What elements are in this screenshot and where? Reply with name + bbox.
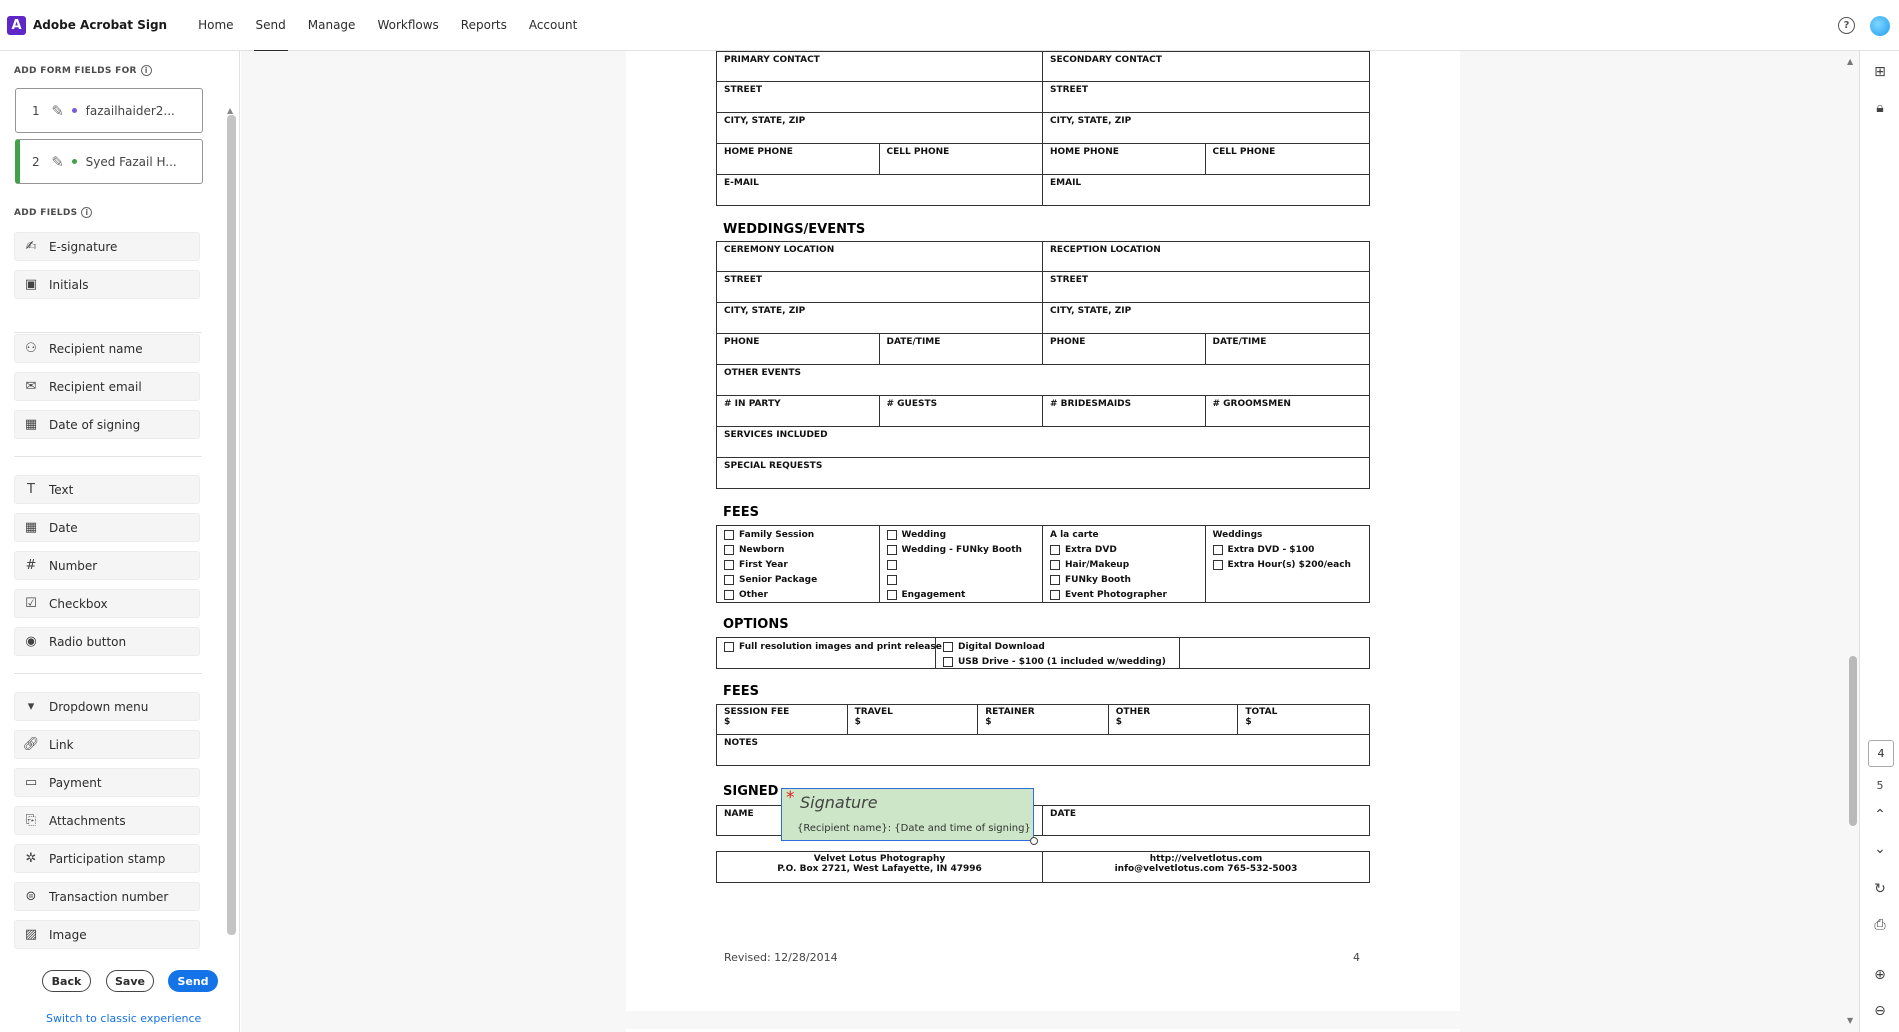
field-label: Payment: [49, 775, 102, 790]
checkbox-option[interactable]: Engagement: [887, 587, 1036, 602]
nav-home[interactable]: Home: [198, 18, 234, 32]
fees-column: [880, 526, 1044, 602]
fees-amounts-table: [716, 704, 1370, 735]
field-initials[interactable]: [14, 270, 200, 299]
signature-label: Signature: [800, 793, 878, 812]
field-label: Transaction number: [49, 889, 169, 904]
field-radio-button[interactable]: [14, 627, 200, 656]
fees-column: [717, 526, 880, 602]
document-page: [626, 51, 1460, 1011]
signer-pen-icon: ✎: [51, 101, 64, 120]
form-label: DATE: [1050, 809, 1077, 819]
footer-box: [716, 851, 1370, 883]
recipient-name: Syed Fazail H...: [85, 154, 177, 169]
hash-icon: #: [25, 558, 37, 573]
form-label: NOTES: [724, 738, 758, 748]
field-date[interactable]: [14, 513, 200, 542]
text-field-icon: T: [27, 482, 35, 497]
form-row: [716, 175, 1370, 206]
form-label: # IN PARTY: [717, 396, 880, 426]
field-recipient-email[interactable]: [14, 372, 200, 401]
checkbox-option[interactable]: FUNky Booth: [1050, 572, 1198, 587]
field-dropdown-menu[interactable]: [14, 692, 200, 721]
current-page-input[interactable]: 4: [1868, 740, 1894, 767]
field-attachments[interactable]: [14, 806, 200, 835]
field-text[interactable]: [14, 475, 200, 504]
image-icon: ▨: [24, 927, 38, 942]
checkbox-option[interactable]: Newborn: [724, 542, 872, 557]
nav-account[interactable]: Account: [528, 18, 578, 32]
section-heading: FEES: [723, 505, 760, 520]
total-pages: 5: [1876, 779, 1884, 792]
brand[interactable]: [7, 16, 167, 35]
checkbox-option[interactable]: Family Session: [724, 527, 872, 542]
field-label: Date of signing: [49, 417, 141, 432]
recipient-number: 2: [32, 154, 40, 169]
checkbox-option[interactable]: Digital Download: [943, 639, 1172, 654]
brand-name: Adobe Acrobat Sign: [33, 18, 168, 32]
field-label: Checkbox: [49, 596, 108, 611]
form-row: [716, 51, 1370, 82]
fee-cell: SESSION FEE $: [717, 705, 848, 734]
nav-workflows[interactable]: Workflows: [377, 18, 439, 32]
form-label: PRIMARY CONTACT: [717, 52, 1043, 81]
form-row: [716, 113, 1370, 144]
scroll-down-icon[interactable]: ▼: [1847, 1016, 1854, 1025]
section-heading: SIGNED: [723, 784, 779, 799]
form-label: SPECIAL REQUESTS: [724, 461, 823, 471]
checkbox-option[interactable]: Other: [724, 587, 872, 602]
field-image[interactable]: [14, 920, 200, 949]
fees-column: [1043, 526, 1206, 602]
field-label: Participation stamp: [49, 851, 166, 866]
save-button[interactable]: Save: [106, 970, 154, 992]
separator: [14, 332, 202, 333]
form-row: [716, 82, 1370, 113]
field-participation-stamp[interactable]: [14, 844, 200, 873]
required-mark: *: [786, 788, 795, 808]
field-label: Attachments: [49, 813, 126, 828]
checkbox-option[interactable]: Wedding - FUNky Booth: [887, 542, 1036, 557]
form-label: CELL PHONE: [1212, 147, 1276, 157]
refresh-icon[interactable]: ↻: [1874, 881, 1886, 897]
form-label: HOME PHONE: [1043, 144, 1206, 174]
acrobat-logo-icon: A: [7, 16, 26, 35]
form-label: STREET: [717, 82, 1043, 112]
checkbox-icon: ☑: [25, 596, 37, 611]
field-number[interactable]: [14, 551, 200, 580]
fields-title-text: ADD FIELDS: [14, 207, 78, 218]
form-row: [716, 427, 1370, 458]
checkbox-option[interactable]: [887, 572, 1036, 587]
field-label: Image: [49, 927, 87, 942]
form-label: HOME PHONE: [717, 144, 880, 174]
recipients-title-text: ADD FORM FIELDS FOR: [14, 65, 137, 76]
form-label: STREET: [1050, 275, 1088, 285]
field-label: E-signature: [49, 239, 118, 254]
recipient-name: fazailhaider2...: [85, 103, 175, 118]
field-label: Date: [49, 520, 78, 535]
fee-cell: TRAVEL $: [848, 705, 979, 734]
form-label: PHONE: [717, 334, 880, 364]
left-panel: [0, 51, 240, 1032]
signature-field[interactable]: [781, 788, 1034, 841]
field-label: Link: [49, 737, 74, 752]
paperclip-icon: ⎘: [25, 813, 37, 828]
recipient-color-dot: [72, 159, 77, 164]
chevron-down-icon[interactable]: ⌄: [1874, 841, 1886, 857]
field-payment[interactable]: [14, 768, 200, 797]
section-heading: WEDDINGS/EVENTS: [723, 222, 866, 237]
checkbox-option[interactable]: Full resolution images and print release: [724, 639, 928, 654]
dropdown-icon: ▾: [27, 699, 35, 714]
mail-icon: ✉: [25, 379, 37, 394]
checkbox-option[interactable]: Hair/Makeup: [1050, 557, 1198, 572]
card-icon: ▭: [24, 775, 38, 790]
checkbox-option[interactable]: [887, 557, 1036, 572]
form-row: [716, 735, 1370, 766]
initials-icon: ▣: [24, 277, 38, 292]
form-label: STREET: [717, 272, 1043, 302]
top-bar: [0, 0, 1899, 51]
info-icon[interactable]: i: [81, 207, 92, 218]
recipient-1[interactable]: [15, 88, 203, 133]
form-row: [716, 365, 1370, 396]
form-row: [716, 241, 1370, 272]
form-label: OTHER EVENTS: [724, 368, 801, 378]
form-row: [716, 396, 1370, 427]
form-label: CEREMONY LOCATION: [717, 242, 1043, 271]
form-row: [716, 303, 1370, 334]
fee-cell: RETAINER $: [978, 705, 1109, 734]
form-label: CITY, STATE, ZIP: [1050, 306, 1132, 316]
document-edit-icon[interactable]: ⎙: [1874, 917, 1886, 933]
person-icon: ⚇: [25, 341, 37, 356]
field-label: Number: [49, 558, 98, 573]
form-label: NAME: [717, 806, 1043, 835]
options-column: [936, 638, 1180, 668]
radio-icon: ◉: [25, 634, 37, 649]
recipient-color-dot: [72, 108, 77, 113]
recipients-title: [14, 65, 152, 76]
checkbox-option[interactable]: USB Drive - $100 (1 included w/wedding): [943, 654, 1172, 669]
form-label: # GUESTS: [880, 396, 1044, 426]
scroll-up-icon[interactable]: ▲: [1847, 57, 1854, 66]
form-label: STREET: [1050, 85, 1088, 95]
options-column: [1180, 638, 1369, 668]
form-row: [716, 272, 1370, 303]
back-button[interactable]: Back: [42, 970, 91, 992]
checkbox-option[interactable]: Extra DVD - $100: [1213, 542, 1363, 557]
zoom-out-icon[interactable]: ⊖: [1874, 1003, 1886, 1019]
form-label: # BRIDESMAIDS: [1043, 396, 1206, 426]
calendar-check-icon: ▦: [24, 417, 38, 432]
resize-handle[interactable]: [1030, 837, 1038, 845]
recipient-2[interactable]: [15, 139, 203, 184]
avatar[interactable]: [1870, 16, 1890, 36]
field-label: Initials: [49, 277, 89, 292]
revised-date: Revised: 12/28/2014: [724, 951, 838, 964]
fees-table: [716, 525, 1370, 603]
checkbox-option[interactable]: Extra Hour(s) $200/each: [1213, 557, 1363, 572]
chevron-up-icon[interactable]: ⌃: [1874, 807, 1886, 823]
recipient-number: 1: [32, 103, 40, 118]
checkbox-option[interactable]: Event Photographer: [1050, 587, 1198, 602]
form-label: E-MAIL: [717, 175, 1043, 205]
form-label: EMAIL: [1050, 178, 1082, 188]
field-transaction-number[interactable]: [14, 882, 200, 911]
separator: [14, 673, 202, 674]
document-scrollbar[interactable]: [1849, 656, 1857, 826]
section-heading: OPTIONS: [723, 617, 789, 632]
separator: [14, 456, 202, 457]
esignature-icon: ✍: [25, 239, 37, 254]
nav-send[interactable]: Send: [245, 0, 297, 51]
options-table: [716, 637, 1370, 669]
zoom-in-icon[interactable]: ⊕: [1874, 967, 1886, 983]
options-column: [717, 638, 942, 668]
stamp-icon: ✲: [25, 851, 37, 866]
switch-classic-link[interactable]: Switch to classic experience: [46, 1012, 202, 1025]
form-label: # GROOMSMEN: [1212, 399, 1291, 409]
nav-manage[interactable]: Manage: [307, 18, 356, 32]
form-label: CITY, STATE, ZIP: [1050, 116, 1132, 126]
form-label: SECONDARY CONTACT: [1050, 55, 1162, 65]
form-label: CELL PHONE: [880, 144, 1044, 174]
lock-icon[interactable]: 🔒︎: [1876, 100, 1884, 116]
calendar-icon: ▦: [24, 520, 38, 535]
field-date-of-signing[interactable]: [14, 410, 200, 439]
fees-column-title: A la carte: [1050, 529, 1099, 540]
footer-right: http://velvetlotus.com info@velvetlotus.com 765-532-5003: [1114, 854, 1298, 874]
thumbnails-icon[interactable]: ⊞: [1874, 64, 1886, 80]
send-button[interactable]: Send: [168, 970, 218, 992]
nav-reports[interactable]: Reports: [460, 18, 507, 32]
form-row: [716, 144, 1370, 175]
form-label: RECEPTION LOCATION: [1050, 245, 1161, 255]
fee-cell: TOTAL $: [1245, 707, 1278, 727]
field-label: Recipient email: [49, 379, 142, 394]
transaction-icon: ⊜: [25, 889, 37, 904]
field-label: Radio button: [49, 634, 127, 649]
checkbox-option[interactable]: Wedding: [887, 527, 1036, 542]
right-rail: [1859, 51, 1899, 1032]
field-esignature[interactable]: [14, 232, 200, 261]
form-row: [716, 334, 1370, 365]
link-icon: 🔗︎: [22, 737, 40, 752]
form-label: SERVICES INCLUDED: [724, 430, 828, 440]
form-content: [626, 51, 1460, 1011]
form-label: DATE/TIME: [1212, 337, 1267, 347]
field-recipient-name[interactable]: [14, 334, 200, 363]
section-heading: FEES: [723, 684, 760, 699]
checkbox-option[interactable]: First Year: [724, 557, 872, 572]
field-label: Text: [49, 482, 74, 497]
form-label: CITY, STATE, ZIP: [717, 113, 1043, 143]
form-row: [716, 458, 1370, 489]
document-viewport: [241, 51, 1859, 1032]
page-number: 4: [1353, 951, 1360, 964]
fees-column-title: Weddings: [1212, 529, 1263, 540]
fees-column: [1206, 526, 1370, 602]
info-icon[interactable]: i: [141, 65, 152, 76]
field-label: Recipient name: [49, 341, 143, 356]
panel-scroll-up-icon[interactable]: ▲: [227, 106, 234, 115]
signer-pen-icon: ✎: [51, 152, 64, 171]
fields-title: [14, 207, 92, 218]
main-nav: [187, 0, 588, 51]
field-link[interactable]: [14, 730, 200, 759]
checkbox-option[interactable]: Extra DVD: [1050, 542, 1198, 557]
field-checkbox[interactable]: [14, 589, 200, 618]
footer-left: Velvet Lotus Photography P.O. Box 2721, West Lafayette, IN 47996: [717, 852, 1043, 882]
form-label: PHONE: [1043, 334, 1206, 364]
field-label: Dropdown menu: [49, 699, 149, 714]
panel-scrollbar[interactable]: [227, 115, 236, 935]
signature-sublabel: {Recipient name}: {Date and time of signing}: [797, 823, 1031, 834]
checkbox-option[interactable]: Senior Package: [724, 572, 872, 587]
fee-cell: OTHER $: [1109, 705, 1239, 734]
form-label: CITY, STATE, ZIP: [717, 303, 1043, 333]
form-label: DATE/TIME: [880, 334, 1044, 364]
help-circle-icon[interactable]: ?: [1838, 17, 1855, 34]
